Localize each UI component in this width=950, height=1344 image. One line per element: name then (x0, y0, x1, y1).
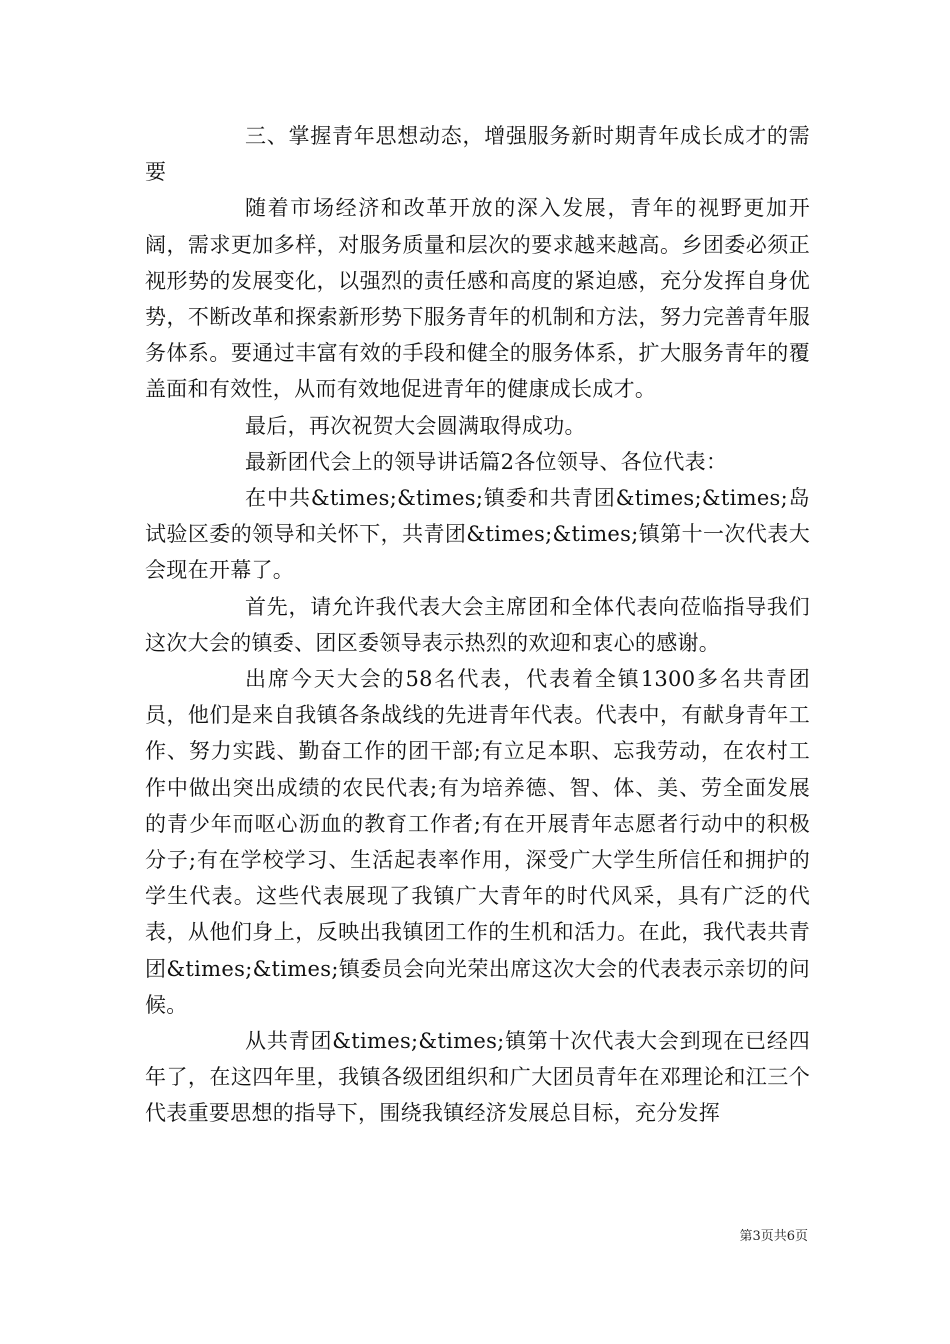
paragraph: 最新团代会上的领导讲话篇2各位领导、各位代表： (245, 449, 728, 474)
document-body (145, 118, 810, 1132)
paragraph: 在中共&times;&times;镇委和共青团&times;&times;岛试验区委的领导和关怀下，共青团&times;&times;镇第十一次代表大会现在开幕了。 (145, 486, 810, 583)
paragraph: 最后，再次祝贺大会圆满取得成功。 (245, 413, 586, 438)
paragraph: 出席今天大会的58名代表，代表着全镇1300多名共青团员，他们是来自我镇各条战线的先进青年代表。代表中，有献身青年工作、努力实践、勤奋工作的团干部;有立足本职、忘我劳动，在农村工作中做出突出成绩的农民代表;有为培养德、智、体、美、劳全面发展的青少年而呕心沥血的教育工作者;有在开展青年志愿者行动中的积极分子;有在学校学习、生活起表率作用，深受广大学生所信任和拥护的学生代表。这些代表展现了我镇广大青年的时代风采，具有广泛的代表，从他们身上，反映出我镇团工作的生机和活力。在此，我代表共青团&times;&times;镇委员会向光荣出席这次大会的代表表示亲切的问候。 (145, 667, 810, 1017)
page-number-footer: 第3页共6页 (739, 1229, 808, 1244)
paragraph: 首先，请允许我代表大会主席团和全体代表向莅临指导我们这次大会的镇委、团区委领导表示热烈的欢迎和衷心的感谢。 (145, 594, 810, 655)
section-heading: 三、掌握青年思想动态，增强服务新时期青年成长成才的需要 (145, 124, 810, 185)
paragraph: 随着市场经济和改革开放的深入发展，青年的视野更加开阔，需求更加多样，对服务质量和层次的要求越来越高。乡团委必须正视形势的发展变化，以强烈的责任感和高度的紧迫感，充分发挥自身优势，不断改革和探索新形势下服务青年的机制和方法，努力完善青年服务体系。要通过丰富有效的手段和健全的服务体系，扩大服务青年的覆盖面和有效性，从而有效地促进青年的健康成长成才。 (145, 196, 810, 402)
paragraph: 从共青团&times;&times;镇第十次代表大会到现在已经四年了，在这四年里，我镇各级团组织和广大团员青年在邓理论和江三个代表重要思想的指导下，围绕我镇经济发展总目标，充分发挥 (145, 1029, 810, 1126)
